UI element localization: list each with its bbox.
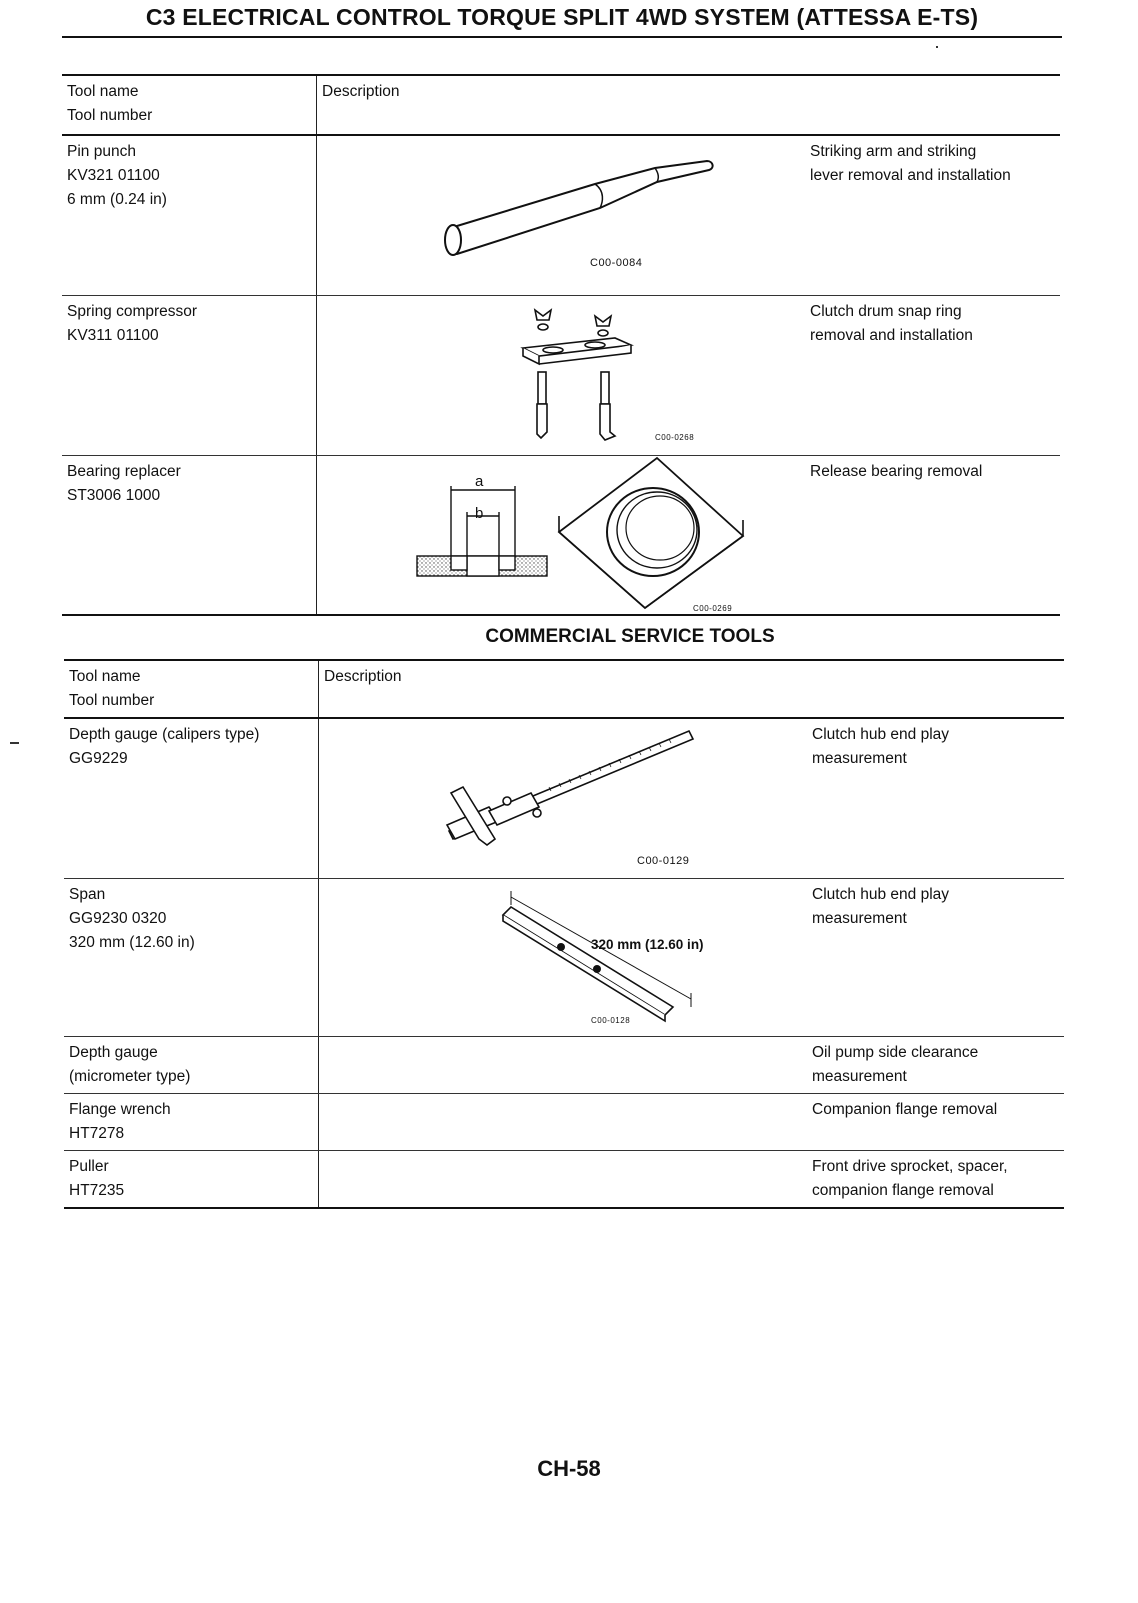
description-cell	[317, 135, 1061, 295]
pin-punch-illustration	[435, 156, 735, 266]
bearing-replacer-illustration	[413, 458, 753, 608]
tool-usage: Clutch hub end play measurement	[812, 885, 950, 927]
dimension-label-a: a	[475, 472, 484, 490]
header-tool-number-label: Tool number	[67, 107, 153, 124]
tool-usage: Oil pump side clearance measurement	[812, 1043, 979, 1085]
header-description: Description	[317, 75, 1061, 135]
header-tool-name	[62, 75, 317, 135]
description-cell	[319, 1093, 1065, 1150]
table-row	[62, 295, 1060, 455]
margin-mark	[10, 742, 19, 744]
figure-code: C00-0269	[693, 603, 733, 613]
description-cell	[319, 878, 1065, 1036]
depth-gauge-calipers-illustration	[439, 727, 699, 857]
special-tools-table	[62, 74, 1060, 616]
tool-name-cell: Pin punch KV321 01100 6 mm (0.24 in)	[62, 135, 317, 295]
figure-code: C00-0129	[637, 855, 690, 867]
tool-usage: Clutch drum snap ring removal and installation	[810, 302, 973, 344]
tool-usage: Clutch hub end play measurement	[812, 726, 950, 767]
figure-code: C00-0084	[590, 257, 643, 269]
header-tool-number-label: Tool number	[69, 692, 155, 709]
header-tool-name-label: Tool name	[69, 668, 141, 685]
header-tool-name-label: Tool name	[67, 83, 139, 100]
dimension-label-b: b	[475, 504, 484, 522]
title-underline	[62, 36, 1062, 38]
description-cell	[317, 455, 1061, 615]
tool-name-cell: Depth gauge (calipers type) GG9229	[64, 718, 319, 878]
figure-code: C00-0128	[591, 1015, 631, 1025]
description-cell	[319, 718, 1065, 878]
table-row	[64, 718, 1064, 878]
figure-code: C00-0268	[655, 432, 695, 442]
description-cell	[319, 1036, 1065, 1093]
tool-name-cell: Spring compressor KV311 01100	[62, 295, 317, 455]
tool-usage: Companion flange removal	[812, 1100, 998, 1118]
description-cell	[319, 1150, 1065, 1208]
tool-usage: Front drive sprocket, spacer, companion flange removal	[812, 1157, 1008, 1199]
tool-name-cell: Flange wrench HT7278	[64, 1093, 319, 1150]
tool-usage: Striking arm and striking lever removal and installation	[810, 143, 1011, 184]
commercial-tools-table	[64, 659, 1064, 1209]
span-dimension-label: 320 mm (12.60 in)	[591, 936, 704, 952]
tool-name-cell: Bearing replacer ST3006 1000	[62, 455, 317, 615]
tool-usage: Release bearing removal	[810, 462, 983, 480]
tool-name-cell: Depth gauge (micrometer type)	[64, 1036, 319, 1093]
commercial-tools-title: COMMERCIAL SERVICE TOOLS	[485, 626, 775, 647]
table-row	[64, 1093, 1064, 1150]
table-row	[62, 455, 1060, 615]
page-number: CH-58	[537, 1456, 601, 1481]
table-row	[62, 135, 1060, 295]
header-tool-name	[64, 660, 319, 718]
page-title: C3 ELECTRICAL CONTROL TORQUE SPLIT 4WD SYSTEM (ATTESSA E-TS)	[145, 4, 979, 30]
spring-compressor-illustration	[515, 300, 645, 445]
table-row	[64, 1150, 1064, 1208]
description-cell	[317, 295, 1061, 455]
table-header-row	[62, 75, 1060, 135]
table-row	[64, 878, 1064, 1036]
tool-name-cell: Span GG9230 0320 320 mm (12.60 in)	[64, 878, 319, 1036]
table-header-row	[64, 660, 1064, 718]
tool-name-cell: Puller HT7235	[64, 1150, 319, 1208]
scan-speck	[936, 46, 938, 48]
header-description: Description	[319, 660, 1065, 718]
table-row	[64, 1036, 1064, 1093]
